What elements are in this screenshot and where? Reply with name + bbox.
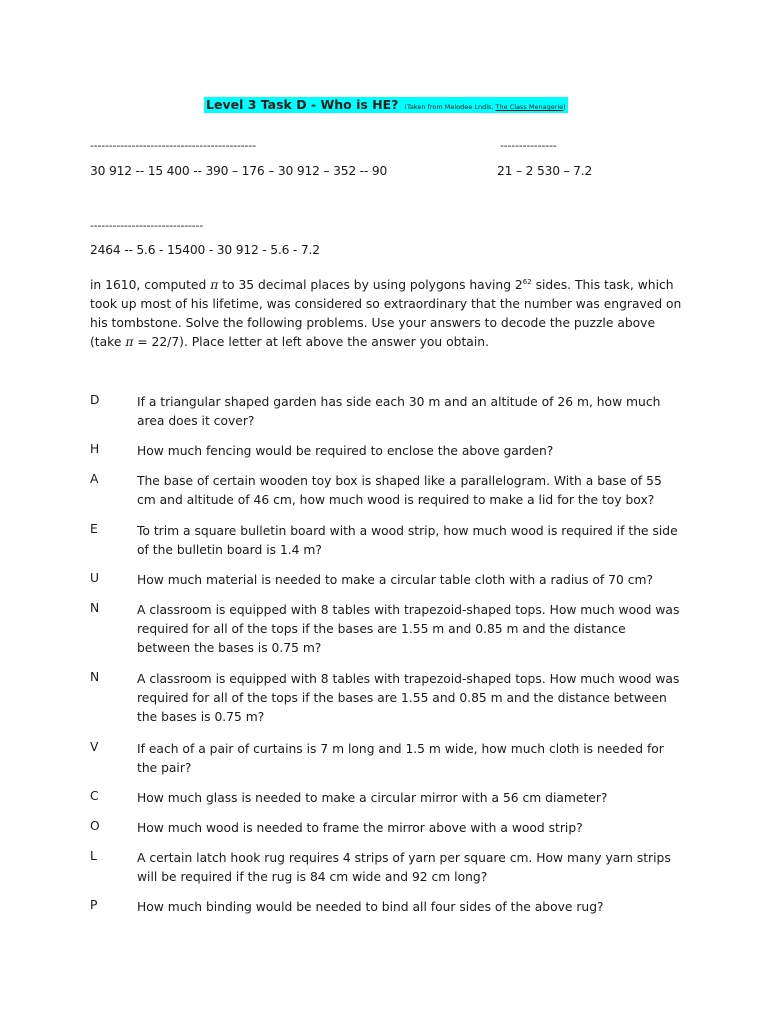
title-main: Level 3 Task D - Who is HE?: [206, 97, 399, 112]
intro-paragraph: [90, 276, 690, 352]
question-text: A classroom is equipped with 8 tables with trapezoid-shaped tops. How much wood was required for all of the tops if the bases are 1.55 and 0.85 m and the distance between the bases is 0.75 m?: [137, 672, 680, 724]
question-text: If a triangular shaped garden has side each 30 m and an altitude of 26 m, how much area does it cover?: [137, 395, 661, 428]
pi-symbol: π: [210, 278, 219, 292]
question-text: How much material is needed to make a circular table cloth with a radius of 70 cm?: [137, 573, 653, 587]
title-source-note: [404, 103, 565, 111]
puzzle-code-2: 21 – 2 530 – 7.2: [497, 164, 593, 178]
question-text: To trim a square bulletin board with a wood strip, how much wood is required if the side of the bulletin board is 1.4 m?: [137, 524, 678, 557]
answer-blank-2: ---------------: [500, 139, 557, 152]
question-letter: O: [90, 819, 100, 833]
puzzle-code-3: 2464 -- 5.6 - 15400 - 30 912 - 5.6 - 7.2: [90, 243, 320, 257]
intro-part1: in 1610, computed: [90, 278, 211, 292]
intro-part3: sides. This task, which took up most of his lifetime, was considered so extraordinary that the number was engraved on his tombstone. Solve the following problems. Use your answers to decode the puzzle above (take: [90, 278, 682, 349]
question-letter: E: [90, 522, 98, 536]
question-letter: P: [90, 898, 98, 912]
exponent: 62: [522, 277, 532, 286]
question-letter: D: [90, 393, 100, 407]
question-text: A classroom is equipped with 8 tables with trapezoid-shaped tops. How much wood was required for all of the tops if the bases are 1.55 m and 0.85 m and the distance between the bases is 0.75 m?: [137, 603, 680, 655]
intro-part4: = 22/7). Place letter at left above the answer you obtain.: [133, 335, 489, 349]
source-prefix: (Taken from Melodee Lndis,: [404, 103, 496, 111]
question-letter: V: [90, 740, 99, 754]
question-text: How much wood is needed to frame the mirror above with a wood strip?: [137, 821, 583, 835]
question-text: How much fencing would be required to enclose the above garden?: [137, 444, 554, 458]
question-text: How much glass is needed to make a circular mirror with a 56 cm diameter?: [137, 791, 608, 805]
intro-part2: to 35 decimal places by using polygons having 2: [218, 278, 523, 292]
question-text: How much binding would be needed to bind all four sides of the above rug?: [137, 900, 604, 914]
question-letter: A: [90, 472, 99, 486]
source-book-title: The Class Menagerie: [495, 103, 564, 111]
question-letter: C: [90, 789, 99, 803]
question-text: If each of a pair of curtains is 7 m long and 1.5 m wide, how much cloth is needed for the pair?: [137, 742, 664, 775]
question-letter: N: [90, 601, 100, 615]
question-text: The base of certain wooden toy box is shaped like a parallelogram. With a base of 55 cm and altitude of 46 cm, how much wood is required to make a lid for the toy box?: [137, 474, 662, 507]
puzzle-code-1: 30 912 -- 15 400 -- 390 – 176 – 30 912 – 352 -- 90: [90, 164, 388, 178]
answer-blank-3: ------------------------------: [90, 219, 204, 232]
question-letter: N: [90, 670, 100, 684]
question-letter: U: [90, 571, 100, 585]
source-suffix: ): [563, 103, 566, 111]
question-letter: H: [90, 442, 100, 456]
question-text: A certain latch hook rug requires 4 strips of yarn per square cm. How many yarn strips will be required if the rug is 84 cm wide and 92 cm long?: [137, 851, 671, 884]
pi-symbol-2: π: [125, 335, 134, 349]
answer-blank-1: --------------------------------------------: [90, 139, 256, 152]
worksheet-title: [204, 97, 568, 113]
question-letter: L: [90, 849, 97, 863]
